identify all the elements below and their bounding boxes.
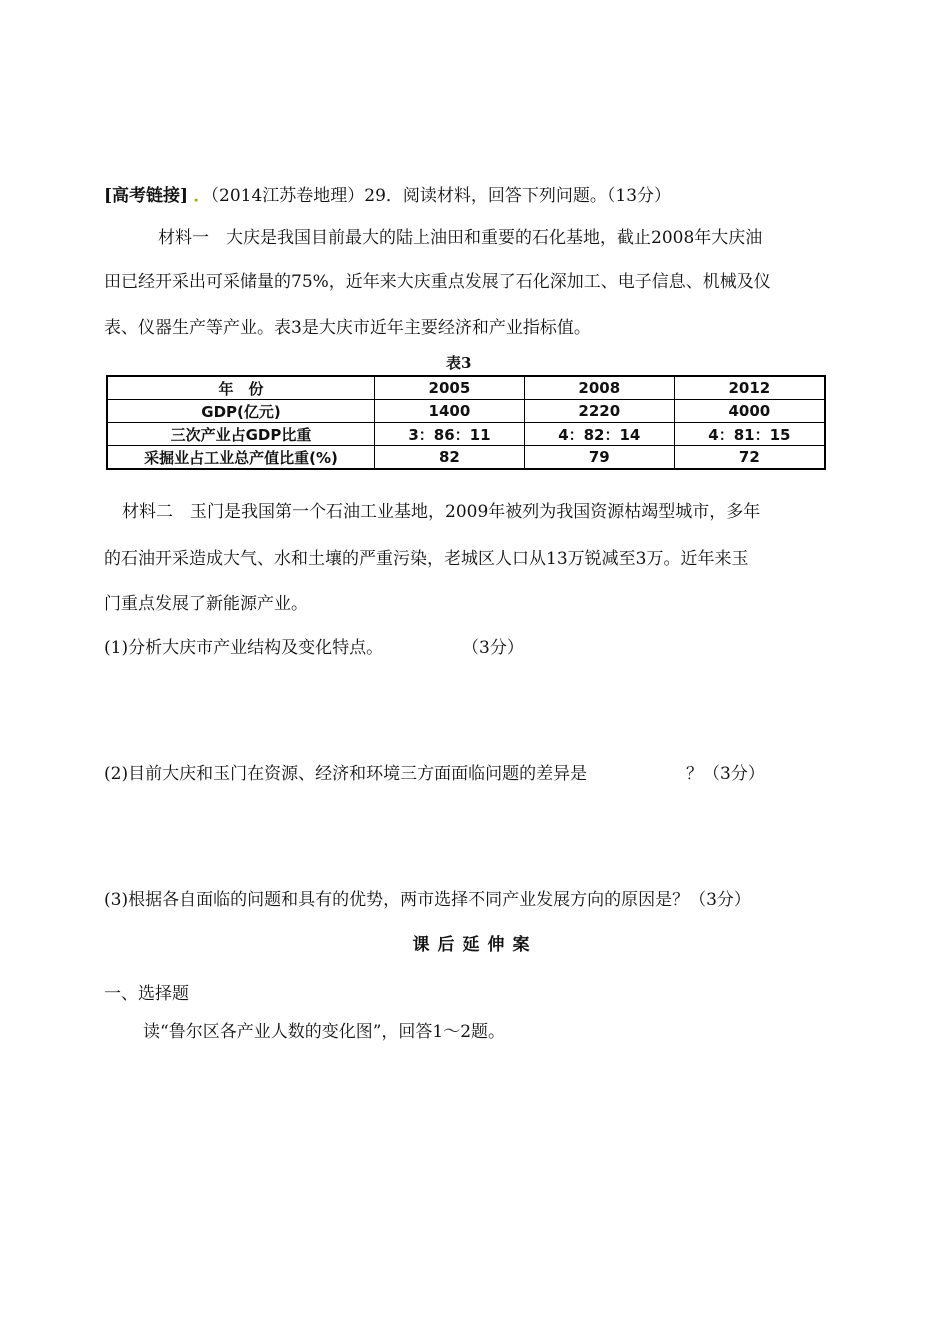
material2-line2: 的石油开采造成大气、水和土壤的严重污染，老城区人口从13万锐减至3万。近年来玉 bbox=[104, 549, 749, 569]
material2-line1: 材料二 玉门是我国第一个石油工业基地，2009年被列为我国资源枯竭型城市，多年 bbox=[122, 502, 761, 522]
table-cell: 4：81：15 bbox=[674, 423, 825, 446]
table-cell: 79 bbox=[524, 446, 674, 470]
material1-line2: 田已经开采出可采储量的75%，近年来大庆重点发展了石化深加工、电子信息、机械及仪 bbox=[104, 272, 771, 292]
indicator-table bbox=[106, 375, 826, 470]
question-3: (3)根据各自面临的问题和具有的优势，两市选择不同产业发展方向的原因是？（3分） bbox=[104, 890, 751, 910]
reading-instruction: 读“鲁尔区各产业人数的变化图”，回答1～2题。 bbox=[143, 1022, 506, 1042]
table-cell: 72 bbox=[674, 446, 825, 470]
table-caption: 表3 bbox=[446, 354, 472, 372]
table-cell: 2220 bbox=[524, 400, 674, 423]
question-2-score: ？（3分） bbox=[686, 764, 765, 784]
question-1-score: （3分） bbox=[462, 638, 524, 658]
part-heading: 一、选择题 bbox=[104, 984, 189, 1004]
marker-dot: ． bbox=[193, 186, 211, 206]
row-label: GDP(亿元) bbox=[107, 400, 375, 423]
exam-link-tag: [高考链接] bbox=[104, 186, 189, 206]
table-cell: 3：86：11 bbox=[375, 423, 525, 446]
table-cell: 1400 bbox=[375, 400, 525, 423]
material1-line1: 材料一 大庆是我国目前最大的陆上油田和重要的石化基地，截止2008年大庆油 bbox=[158, 228, 763, 248]
exam-source: （2014江苏卷地理 bbox=[210, 186, 348, 206]
header-cell: 2012 bbox=[674, 376, 825, 400]
row-label: 采掘业占工业总产值比重(%) bbox=[107, 446, 375, 470]
material1-line3: 表、仪器生产等产业。表3是大庆市近年主要经济和产业指标值。 bbox=[104, 318, 591, 338]
table-cell: 82 bbox=[375, 446, 525, 470]
table-cell: 4000 bbox=[674, 400, 825, 423]
table-row bbox=[107, 400, 825, 423]
material2-line3: 门重点发展了新能源产业。 bbox=[104, 594, 308, 614]
header-cell: 2005 bbox=[375, 376, 525, 400]
table-row bbox=[107, 423, 825, 446]
exam-question-intro: ）29．阅读材料，回答下列问题。（13分） bbox=[347, 186, 672, 206]
question-2: (2)目前大庆和玉门在资源、经济和环境三方面面临问题的差异是 bbox=[104, 764, 588, 784]
row-label: 三次产业占GDP比重 bbox=[107, 423, 375, 446]
table-header-row bbox=[107, 376, 825, 400]
question-1: (1)分析大庆市产业结构及变化特点。 bbox=[104, 638, 384, 658]
section-title: 课后延伸案 bbox=[412, 935, 538, 955]
header-cell: 年 份 bbox=[107, 376, 375, 400]
exam-link-line bbox=[104, 184, 671, 208]
table-row bbox=[107, 446, 825, 470]
header-cell: 2008 bbox=[524, 376, 674, 400]
table-cell: 4：82：14 bbox=[524, 423, 674, 446]
